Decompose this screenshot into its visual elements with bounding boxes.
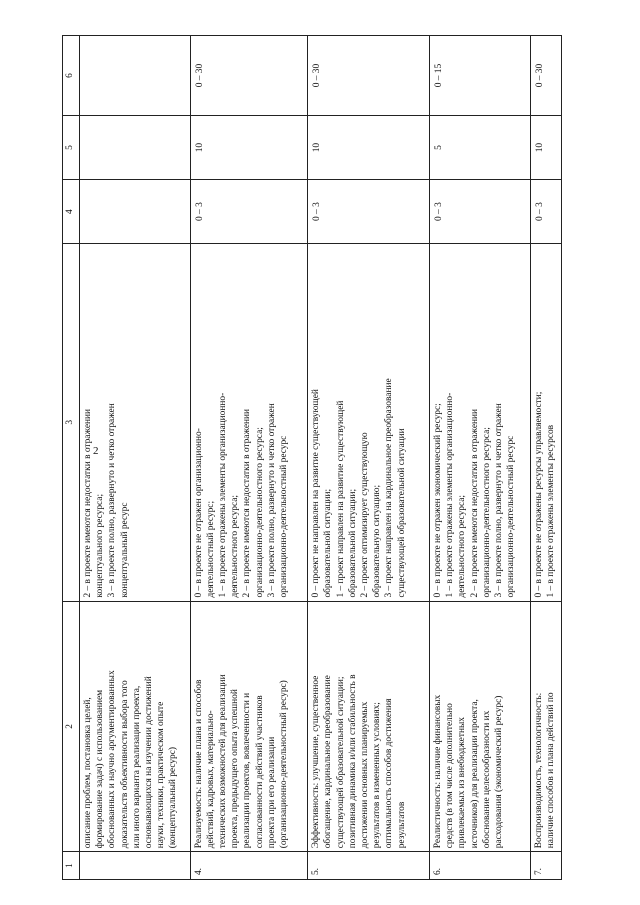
scale-line: 3 – проект направлен на кардинальное преобразование (384, 378, 395, 598)
scale-line: 3 – в проекте полно, развернуто и четко отражен (107, 403, 118, 598)
total-range-cell: 0 – 30 (531, 36, 562, 116)
scale-cell (531, 244, 562, 601)
total-range-cell (80, 36, 191, 116)
scale-line: 0 – в проекте не отражен экономический ресурс; (432, 403, 443, 598)
table-row (531, 36, 562, 880)
criterion-line: обогащение, кардинальное преобразование (323, 675, 334, 849)
score-range-cell: 0 – 3 (190, 180, 308, 244)
scale-line: 1 – в проекте отражены элементы организационно- (445, 392, 456, 598)
criterion-line: технических возможностей для реализации (217, 674, 228, 849)
score-range-cell: 0 – 3 (429, 180, 530, 244)
criterion-line: действий, кадровых, материально- (205, 710, 216, 849)
table-row (429, 36, 530, 880)
scale-line: 3 – в проекте полно, развернуто и четко отражен (266, 403, 277, 598)
scale-line: образовательной ситуации; (347, 488, 358, 598)
criterion-line: реализации проектов, вовлеченности и (242, 692, 253, 849)
scale-line: 2 – в проекте имеются недостатки в отражении (83, 408, 93, 598)
row-number-cell: 5. (308, 852, 430, 880)
criterion-line: или иного варианта реализации проекта, (131, 685, 142, 849)
row-number-cell (80, 852, 191, 880)
weight-cell (80, 116, 191, 180)
column-header: 1 (63, 852, 80, 880)
criterion-line: наличие способов и плана действий по (546, 692, 557, 849)
criterion-line: достижении основных планируемых (360, 701, 370, 849)
column-header: 2 (63, 601, 80, 852)
total-range-cell: 0 – 30 (190, 36, 308, 116)
criterion-line: Реализуемость: наличие плана и способов (193, 679, 204, 849)
scale-line: организационно-деятельностного ресурса; (481, 427, 492, 598)
evaluation-criteria-table (62, 35, 562, 880)
criterion-line: обоснование целесообразности их (481, 710, 492, 849)
score-range-cell: 0 – 3 (531, 180, 562, 244)
criterion-line: Реалистичность: наличие финансовых (432, 694, 443, 849)
scale-line: 1 – в проекте отражены элементы организационно- (217, 392, 228, 598)
criterion-cell (190, 601, 308, 852)
total-range-cell: 0 – 30 (308, 36, 430, 116)
scale-line: организационно-деятельностный ресурс (278, 435, 289, 598)
scale-line: образовательной ситуации; (323, 488, 334, 598)
criterion-line: расходования (экономический ресурс) (493, 695, 504, 849)
criterion-cell (80, 601, 191, 852)
scale-cell (429, 244, 530, 601)
criterion-line: источников) для реализации проекта, (469, 699, 480, 849)
weight-cell: 10 (308, 116, 430, 180)
criterion-line: оптимальность способов достижения (384, 698, 395, 849)
scale-line: существующей образовательной ситуации (396, 428, 407, 598)
scale-line: 0 – в проекте не отражены ресурсы управляемости; (534, 391, 545, 598)
criterion-line: результатов в измененных условиях; (372, 702, 383, 849)
criterion-line: Воспроизводимость, технологичность: (534, 692, 545, 849)
scale-line: концептуального ресурса; (95, 493, 106, 598)
criterion-line: средств (в том числе дополнительно (445, 703, 456, 849)
table-row (308, 36, 430, 880)
score-range-cell (80, 180, 191, 244)
table-row (80, 36, 191, 880)
weight-cell: 10 (190, 116, 308, 180)
criterion-line: Эффективность: улучшение, существенное (311, 675, 322, 849)
criterion-line: основывающихся на изучении достижений (144, 676, 155, 849)
criterion-line: (организационно-деятельностный ресурс) (278, 680, 289, 849)
rotated-table-container (62, 35, 562, 880)
table-header-row (63, 36, 80, 880)
criterion-cell (531, 601, 562, 852)
column-header: 4 (63, 180, 80, 244)
scale-line: 1 – проект направлен на развитие существующей (335, 400, 346, 598)
scale-line: образовательную ситуацию; (372, 484, 383, 598)
criterion-line: проекта, предыдущего опыта успешной (230, 689, 241, 849)
scale-line: 0 – в проекте не отражен организационно- (193, 428, 204, 598)
criterion-line: доказательств объективности выбора того (119, 680, 130, 849)
scale-line: 2 – в проекте имеются недостатки в отражении (242, 408, 253, 598)
criterion-line: обоснованных и научно аргументированных (107, 670, 118, 849)
score-range-cell: 0 – 3 (308, 180, 430, 244)
scale-line: 2 – в проекте имеются недостатки в отражении (469, 408, 480, 598)
total-range-cell: 0 – 15 (429, 36, 530, 116)
weight-cell: 10 (531, 116, 562, 180)
criterion-line: позитивная динамика и/или стабильность в (347, 674, 358, 849)
scale-line: 1 – в проекте отражены элементы ресурсов (546, 424, 557, 598)
scale-line: 2 – проект оптимизирует существующую (360, 432, 370, 598)
column-header: 3 (63, 244, 80, 601)
scale-cell (80, 244, 191, 601)
row-number-cell: 6. (429, 852, 530, 880)
criterion-line: существующей образовательной ситуации; (335, 676, 346, 849)
page-number: 2 (93, 445, 99, 457)
scale-line: деятельностного ресурса; (457, 494, 468, 598)
criterion-line: (концептуальный ресурс) (168, 746, 179, 849)
row-number-cell: 4. (190, 852, 308, 880)
scale-line: концептуальный ресурс (119, 502, 130, 598)
criterion-line: привлекаемых из внебюджетных (457, 717, 468, 849)
table-row (190, 36, 308, 880)
criterion-line: науки, техники, практическом опыте (156, 701, 167, 849)
scale-line: деятельностный ресурс; (205, 500, 216, 598)
scale-line: деятельностного ресурса; (230, 494, 241, 598)
criterion-line: описание проблем, постановка целей, (83, 697, 93, 849)
scale-cell (308, 244, 430, 601)
column-header: 6 (63, 36, 80, 116)
criterion-cell (308, 601, 430, 852)
criterion-cell (429, 601, 530, 852)
scale-cell (190, 244, 308, 601)
column-header: 5 (63, 116, 80, 180)
criterion-line: согласованности действий участников (254, 695, 265, 849)
scale-line: 0 – проект не направлен на развитие существующей (311, 389, 322, 598)
criterion-line: проекта при его реализации (266, 736, 277, 849)
scale-line: организационно-деятельностного ресурса; (254, 427, 265, 598)
criterion-line: формирование задач) с использованием (95, 689, 106, 849)
scale-line: 3 – в проекте полно, развернуто и четко отражен (493, 403, 504, 598)
scale-line: организационно-деятельностный ресурс (506, 435, 517, 598)
criterion-line: результатов (396, 801, 407, 849)
row-number-cell: 7. (531, 852, 562, 880)
weight-cell: 5 (429, 116, 530, 180)
